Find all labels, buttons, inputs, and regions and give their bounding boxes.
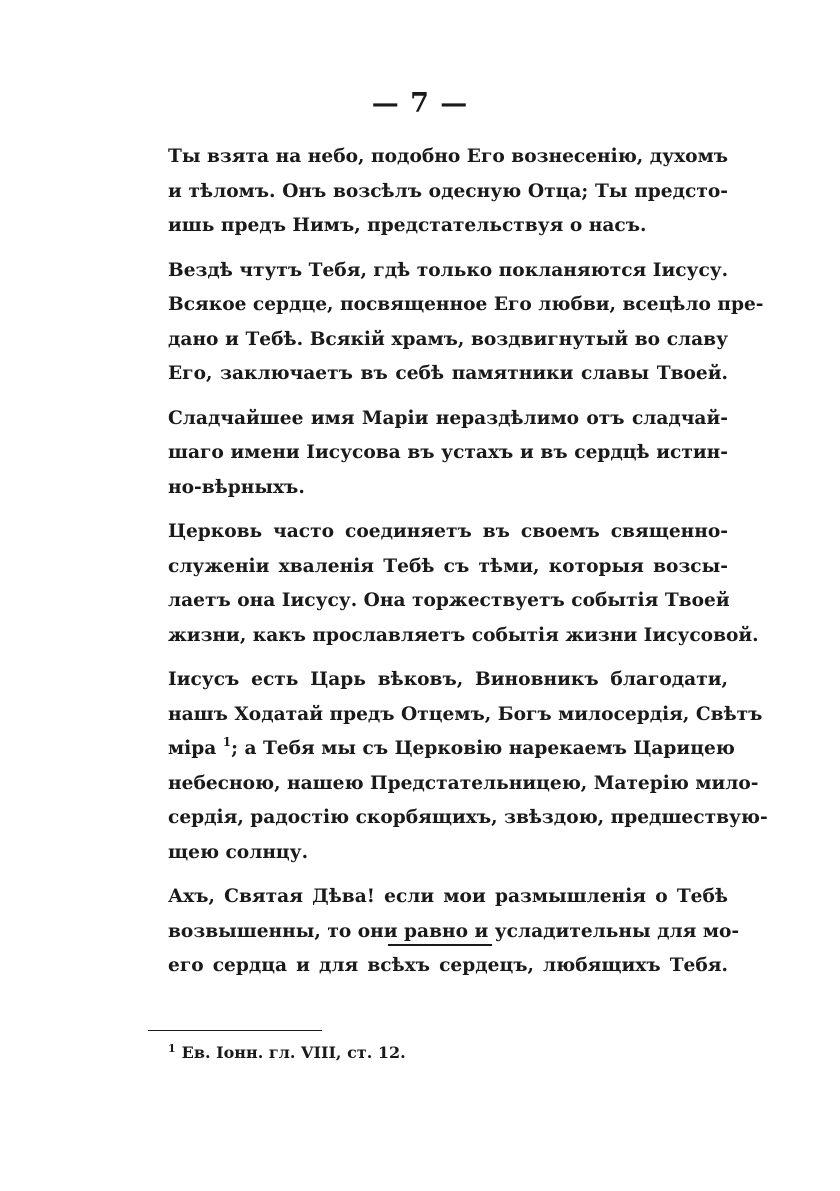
section-divider	[388, 944, 492, 946]
text-line: Ахъ, Святая Дѣва! если мои размышленія о Тебѣ	[168, 886, 728, 907]
body-text	[168, 140, 768, 994]
paragraph-5	[168, 663, 768, 870]
text-line: служеніи хваленія Тебѣ съ тѣми, которыя возсы-	[168, 555, 728, 577]
text-line: нашъ Ходатай предъ Отцемъ, Богъ милосердія, Свѣтъ	[168, 703, 763, 725]
text-line: небесною, нашею Предстательницею, Матерію мило-	[168, 772, 759, 794]
text-line: щею солнцу.	[168, 841, 309, 863]
text-line: жизни, какъ прославляетъ событія жизни Іисусовой.	[168, 624, 759, 646]
text-line: лаетъ она Іисусу. Она торжествуетъ событія Твоей	[168, 590, 730, 611]
text-line: его сердца и для всѣхъ сердецъ, любящихъ Тебя.	[168, 955, 728, 976]
text-line: Церковь часто соединяетъ въ своемъ священно-	[168, 521, 728, 542]
text-line: Ты взята на небо, подобно Его вознесенію, духомъ	[168, 146, 728, 167]
text-line: и тѣломъ. Онъ возсѣлъ одесную Отца; Ты предсто-	[168, 180, 728, 202]
footnote-rule	[148, 1030, 322, 1031]
text-line: Сладчайшее имя Маріи нераздѣлимо отъ сладчай-	[168, 407, 728, 429]
footnote-reference: 1	[222, 735, 232, 749]
text-line: возвышенны, то они равно и усладительны для мо-	[168, 920, 740, 942]
paragraph-4	[168, 515, 759, 653]
text-fragment: ; а Тебя мы съ Церковію нарекаемъ Царицею	[231, 738, 735, 759]
paragraph-2	[168, 254, 764, 392]
paragraph-3	[168, 402, 728, 506]
text-line: сердія, радостію скорбящихъ, звѣздою, предшествую-	[168, 807, 768, 828]
text-line: Вездѣ чтутъ Тебя, гдѣ только покланяются Іисусу.	[168, 259, 729, 281]
text-line: шаго имени Іисусова въ устахъ и въ сердцѣ истин-	[168, 442, 728, 463]
footnote-marker: 1	[168, 1042, 176, 1055]
text-line: Іисусъ есть Царь вѣковъ, Виновникъ благодати,	[168, 669, 728, 690]
paragraph-1	[168, 140, 728, 244]
paragraph-6	[168, 880, 740, 984]
text-line: дано и Тебѣ. Всякій храмъ, воздвигнутый во славу	[168, 328, 728, 350]
text-line: ишь предъ Нимъ, предстательствуя о насъ.	[168, 215, 647, 236]
footnote-text: Ев. Іонн. гл. VIII, ст. 12.	[181, 1043, 406, 1062]
text-line: но-вѣрныхъ.	[168, 476, 305, 498]
text-line: Его, заключаетъ въ себѣ памятники славы Твоей.	[168, 363, 728, 384]
text-line: Всякое сердце, посвященное Его любви, всецѣло пре-	[168, 294, 764, 315]
footnote	[168, 1040, 728, 1066]
page-number: — 7 —	[371, 88, 469, 119]
text-line-with-footnote	[168, 732, 735, 767]
text-fragment: міра	[168, 738, 217, 759]
